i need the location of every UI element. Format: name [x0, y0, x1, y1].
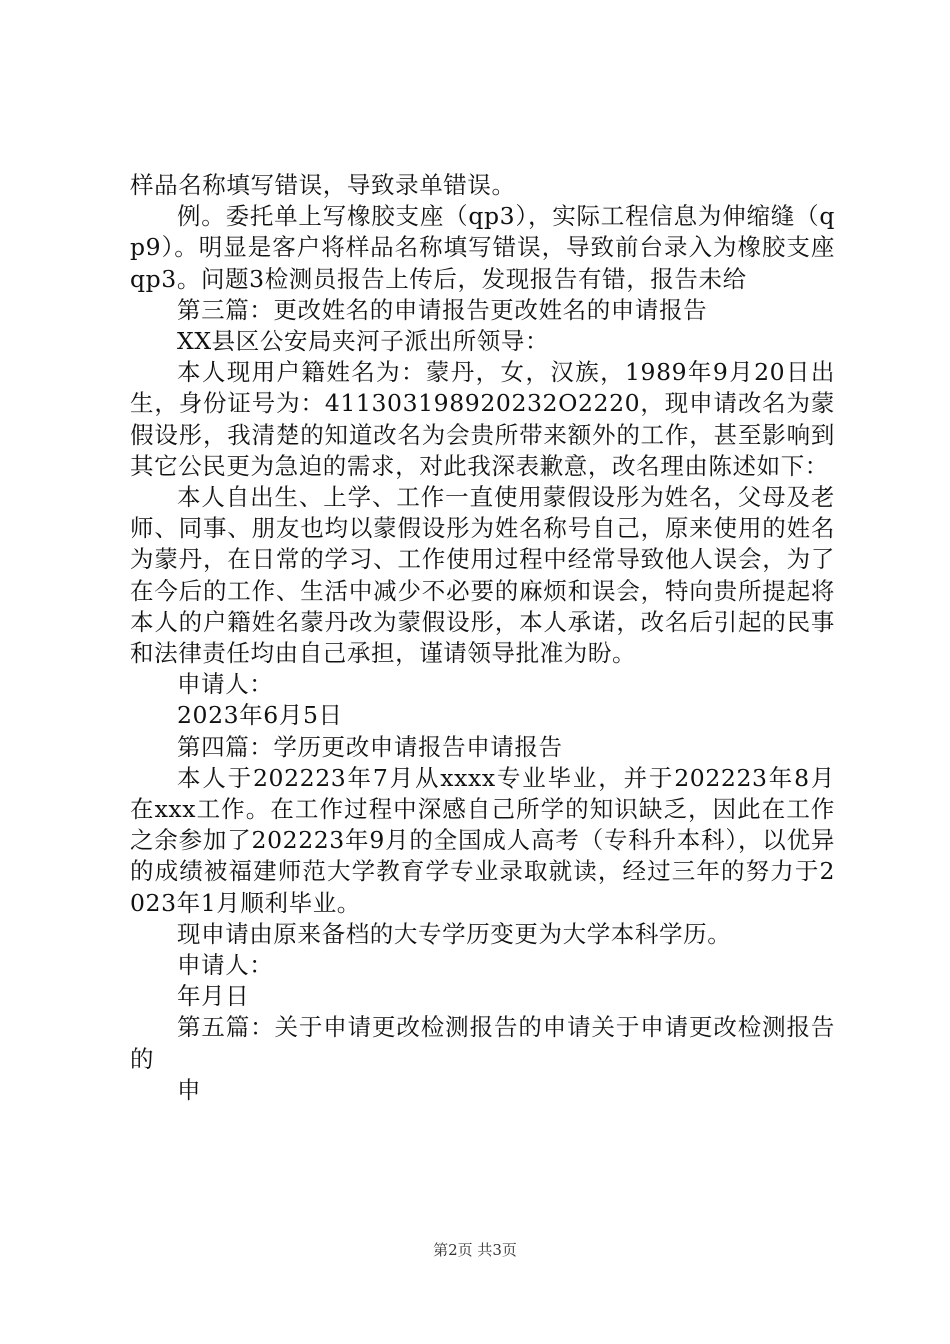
applicant-label: 申请人：: [177, 951, 274, 980]
paragraph: 本人现用户籍姓名为：蒙丹，女，汉族，1989年9月20日出生，身份证号为：411303198920232О2220，现申请改名为蒙假设彤，我清楚的知道改名为会贵所带来额外的工作，甚至影响到其它公民更为急迫的需求，对此我深表歉意，改名理由陈述如下：: [130, 358, 835, 480]
section-heading: 第三篇：更改姓名的申请报告更改姓名的申请报告: [177, 295, 708, 324]
salutation: XX县区公安局夹河子派出所领导：: [177, 327, 550, 356]
section-heading: 第五篇：关于申请更改检测报告的申请关于申请更改检测报告的: [130, 1013, 835, 1073]
paragraph: 样品名称填写错误，导致录单错误。: [130, 171, 516, 199]
applicant-label: 申请人：: [177, 670, 274, 699]
paragraph: 本人自出生、上学、工作一直使用蒙假设彤为姓名，父母及老师、同事、朋友也均以蒙假设彤为姓名称号自己，原来使用的姓名为蒙丹，在日常的学习、工作使用过程中经常导致他人误会，为了在今后的工作、生活中减少不必要的麻烦和误会，特向贵所提起将本人的户籍姓名蒙丹改为蒙假设彤，本人承诺，改名后引起的民事和法律责任均由自己承担，谨请领导批准为盼。: [130, 483, 835, 668]
section-heading: 第四篇：学历更改申请报告申请报告: [177, 732, 563, 761]
date-line: 年月日: [177, 982, 250, 1011]
document-body: [130, 170, 835, 1106]
page-footer: 第2页 共3页: [433, 1241, 517, 1259]
paragraph: 本人于202223年7月从xxxx专业毕业，并于202223年8月在xxx工作。在工作过程中深感自己所学的知识缺乏，因此在工作之余参加了202223年9月的全国成人高考（专科升本科），以优异的成绩被福建师范大学教育学专业录取就读，经过三年的努力于2023年1月顺利毕业。: [130, 763, 835, 917]
paragraph: 例。委托单上写橡胶支座（qp3），实际工程信息为伸缩缝（qp9）。明显是客户将样品名称填写错误，导致前台录入为橡胶支座qp3。问题3检测员报告上传后，发现报告有错，报告未给: [130, 202, 835, 293]
paragraph: 申: [177, 1075, 202, 1104]
date-line: 2023年6月5日: [177, 701, 343, 730]
paragraph: 现申请由原来备档的大专学历变更为大学本科学历。: [177, 919, 732, 948]
